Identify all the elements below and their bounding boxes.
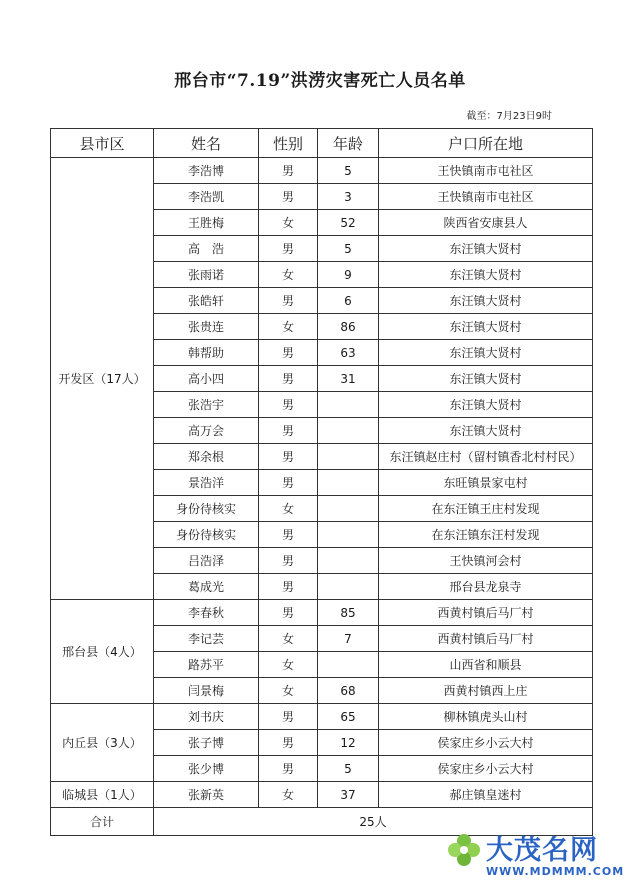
gender-cell: 男 [259,392,318,418]
age-cell [318,392,379,418]
gender-cell: 女 [259,678,318,704]
name-cell: 景浩洋 [154,470,259,496]
gender-cell: 女 [259,262,318,288]
residence-cell: 陕西省安康县人 [379,210,593,236]
residence-cell: 东汪镇大贤村 [379,236,593,262]
name-cell: 郑余根 [154,444,259,470]
gender-cell: 男 [259,418,318,444]
gender-cell: 男 [259,366,318,392]
gender-cell: 男 [259,600,318,626]
age-cell [318,574,379,600]
age-cell: 63 [318,340,379,366]
residence-cell: 柳林镇虎头山村 [379,704,593,730]
name-cell: 张贵连 [154,314,259,340]
county-cell: 临城县（1人） [51,782,154,808]
age-cell: 12 [318,730,379,756]
residence-cell: 东汪镇大贤村 [379,288,593,314]
total-label: 合计 [51,808,154,836]
header-gender: 性别 [259,129,318,158]
age-cell [318,418,379,444]
header-county: 县市区 [51,129,154,158]
name-cell: 刘书庆 [154,704,259,730]
residence-cell: 东汪镇大贤村 [379,392,593,418]
age-cell: 5 [318,158,379,184]
gender-cell: 男 [259,548,318,574]
residence-cell: 侯家庄乡小云大村 [379,756,593,782]
residence-cell: 山西省和顺县 [379,652,593,678]
age-cell [318,652,379,678]
gender-cell: 女 [259,626,318,652]
age-cell: 5 [318,756,379,782]
residence-cell: 东汪镇赵庄村（留村镇香北村村民） [379,444,593,470]
name-cell: 张少博 [154,756,259,782]
as-of-timestamp: 截至：7月23日9时 [466,111,552,122]
name-cell: 李浩凯 [154,184,259,210]
residence-cell: 东汪镇大贤村 [379,262,593,288]
name-cell: 张皓轩 [154,288,259,314]
name-cell: 张新英 [154,782,259,808]
gender-cell: 男 [259,756,318,782]
gender-cell: 男 [259,184,318,210]
table-row [51,600,593,626]
clover-logo-icon [446,832,482,868]
age-cell [318,496,379,522]
residence-cell: 王快镇河会村 [379,548,593,574]
name-cell: 张雨诺 [154,262,259,288]
name-cell: 吕浩泽 [154,548,259,574]
county-cell: 内丘县（3人） [51,704,154,782]
name-cell: 高小四 [154,366,259,392]
residence-cell: 侯家庄乡小云大村 [379,730,593,756]
age-cell [318,548,379,574]
residence-cell: 在东汪镇王庄村发现 [379,496,593,522]
table-row [51,158,593,184]
watermark-url: WWW.MDMMM.COM [486,865,625,878]
age-cell: 5 [318,236,379,262]
gender-cell: 男 [259,470,318,496]
age-cell [318,522,379,548]
residence-cell: 邢台县龙泉寺 [379,574,593,600]
residence-cell: 东汪镇大贤村 [379,418,593,444]
age-cell: 37 [318,782,379,808]
county-cell: 邢台县（4人） [51,600,154,704]
gender-cell: 男 [259,158,318,184]
casualty-table [50,128,593,836]
residence-cell: 东旺镇景家屯村 [379,470,593,496]
gender-cell: 女 [259,782,318,808]
gender-cell: 男 [259,730,318,756]
residence-cell: 东汪镇大贤村 [379,340,593,366]
age-cell [318,470,379,496]
age-cell: 85 [318,600,379,626]
residence-cell: 东汪镇大贤村 [379,314,593,340]
age-cell: 3 [318,184,379,210]
gender-cell: 女 [259,314,318,340]
residence-cell: 王快镇南市屯社区 [379,158,593,184]
residence-cell: 王快镇南市屯社区 [379,184,593,210]
name-cell: 李浩博 [154,158,259,184]
name-cell: 身份待核实 [154,522,259,548]
header-name: 姓名 [154,129,259,158]
gender-cell: 男 [259,522,318,548]
gender-cell: 女 [259,652,318,678]
gender-cell: 女 [259,496,318,522]
table-body [51,158,593,808]
name-cell: 高 浩 [154,236,259,262]
name-cell: 张子博 [154,730,259,756]
age-cell: 31 [318,366,379,392]
gender-cell: 男 [259,288,318,314]
header-age: 年龄 [318,129,379,158]
age-cell: 86 [318,314,379,340]
residence-cell: 在东汪镇东汪村发现 [379,522,593,548]
residence-cell: 西黄村镇西上庄 [379,678,593,704]
name-cell: 闫景梅 [154,678,259,704]
county-cell: 开发区（17人） [51,158,154,600]
header-residence: 户口所在地 [379,129,593,158]
age-cell: 65 [318,704,379,730]
page-title: 邢台市“7.19”洪涝灾害死亡人员名单 [174,71,466,91]
name-cell: 葛成光 [154,574,259,600]
gender-cell: 男 [259,236,318,262]
name-cell: 王胜梅 [154,210,259,236]
watermark [446,828,636,886]
age-cell [318,444,379,470]
residence-cell: 郝庄镇皇迷村 [379,782,593,808]
total-value: 25人 [154,808,593,836]
name-cell: 韩帮助 [154,340,259,366]
age-cell: 9 [318,262,379,288]
residence-cell: 西黄村镇后马厂村 [379,600,593,626]
age-cell: 6 [318,288,379,314]
name-cell: 张浩宇 [154,392,259,418]
name-cell: 李记芸 [154,626,259,652]
watermark-text: 大茂名网 [486,835,598,866]
gender-cell: 男 [259,444,318,470]
gender-cell: 男 [259,340,318,366]
name-cell: 身份待核实 [154,496,259,522]
gender-cell: 男 [259,574,318,600]
table-row [51,782,593,808]
name-cell: 高万会 [154,418,259,444]
age-cell: 68 [318,678,379,704]
age-cell: 7 [318,626,379,652]
table-row [51,704,593,730]
name-cell: 李春秋 [154,600,259,626]
name-cell: 路苏平 [154,652,259,678]
gender-cell: 男 [259,704,318,730]
residence-cell: 西黄村镇后马厂村 [379,626,593,652]
header-row [51,129,593,158]
residence-cell: 东汪镇大贤村 [379,366,593,392]
gender-cell: 女 [259,210,318,236]
age-cell: 52 [318,210,379,236]
